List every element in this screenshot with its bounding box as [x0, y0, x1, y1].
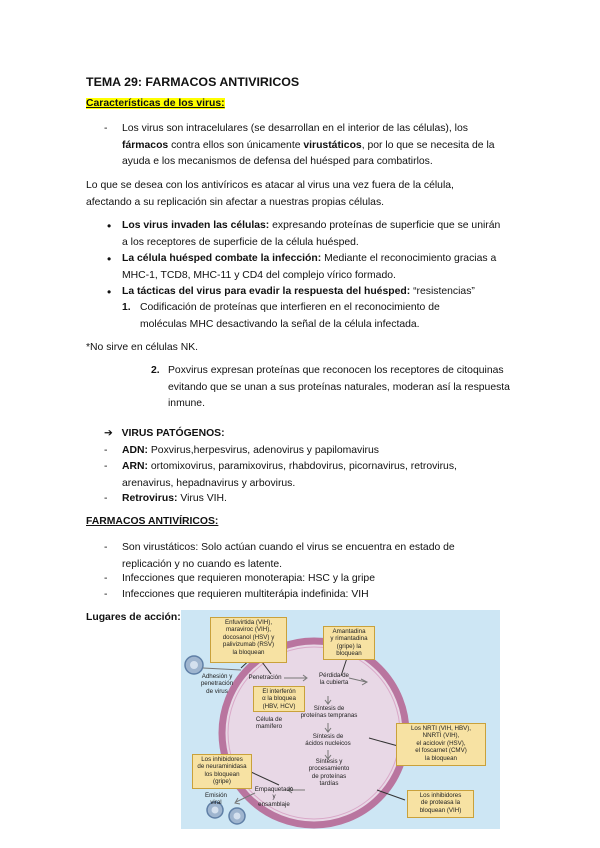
label-adhesion: Adhesión y penetración de virus [200, 673, 234, 695]
dash-bullet: - [104, 493, 108, 504]
label-sintesis-tardias: Síntesis y procesamiento de proteínas tardías [308, 758, 350, 788]
drug-box-nrti: Los NRTI (VIH, HBV), NNRTI (VIH), el aciclovir (HSV), el foscarnet (CMV) la bloquean [396, 723, 486, 766]
label-perdida-cubierta: Pérdida de la cubierta [319, 672, 349, 687]
numbered-item-2: Poxvirus expresan proteínas que reconocen los receptores de citoquinas evitando que se unan a sus proteínas naturales, moderan así la respuesta inmune. [168, 365, 510, 409]
label-sintesis-tempranas: Síntesis de proteínas tempranas [300, 705, 358, 720]
dash-bullet: - [104, 542, 108, 553]
bullet-tacticas: La tácticas del virus para evadir la respuesta del huésped: “resistencias” [122, 286, 475, 297]
label-emision-viral: Emisión viral [204, 792, 227, 807]
note-nk: *No sirve en células NK. [86, 342, 199, 353]
farmacos-item-1: Son virustáticos: Solo actúan cuando el virus se encuentra en estado de replicación y no cuando es latente. [122, 542, 455, 570]
drug-box-entry-inhibitors: Enfuvirtida (VIH), maraviroc (VIH), docosanol (HSV) y palivizumab (RSV) la bloquean [210, 617, 287, 663]
section-heading-caracteristicas: Características de los virus: [86, 98, 225, 109]
farmacos-item-3: Infecciones que requieren multiterápia indefinida: VIH [122, 589, 369, 600]
dash-bullet: - [104, 573, 108, 584]
pathogen-arn: ARN: ortomixovirus, paramixovirus, rhabdovirus, picornavirus, retrovirus, arenavirus, hepadnavirus y arbovirus. [122, 461, 457, 489]
label-celula-mamifero: Célula de mamífero [255, 716, 283, 731]
drug-box-neuraminidasa: Los inhibidores de neuraminidasa los bloquean (gripe) [192, 754, 252, 789]
drug-box-amantadina: Amantadina y rimantadina (gripe) la bloquean [323, 626, 375, 660]
bullet-dot: • [107, 252, 112, 266]
antiviral-sites-diagram [181, 610, 500, 829]
list-number: 1. [122, 302, 131, 313]
pathogens-heading: ➔ VIRUS PATÓGENOS: [104, 428, 225, 439]
paragraph-antiviricos: Lo que se desea con los antivíricos es atacar al virus una vez fuera de la célula, afectando a su replicación sin afectar a nuestras propias células. [86, 180, 454, 208]
dash-bullet: - [104, 445, 108, 456]
label-penetracion: Penetración [248, 674, 282, 681]
drug-box-interferon: El interferón α la bloquea (HBV, HCV) [253, 686, 305, 712]
dash-bullet: - [104, 461, 108, 472]
numbered-item-1: Codificación de proteínas que interfieren en el reconocimiento de moléculas MHC desactivando la señal de la célula infectada. [140, 302, 440, 330]
farmacos-item-2: Infecciones que requieren monoterapia: HSC y la gripe [122, 573, 375, 584]
virus-icon [229, 808, 245, 824]
drug-box-proteasa: Los inhibidores de proteasa la bloquean (VIH) [407, 790, 474, 818]
page-title: TEMA 29: FARMACOS ANTIVIRICOS [86, 75, 300, 89]
dash-paragraph: Los virus son intracelulares (se desarrollan en el interior de las células), los fármacos contra ellos son únicamente virustáticos, por lo que se necesita de la ayuda e los mecanismos de defensa del huésped para combatirlos. [122, 123, 495, 167]
pathogen-retrovirus: Retrovirus: Virus VIH. [122, 493, 227, 504]
list-number: 2. [151, 365, 160, 376]
bullet-celula-huesped: La célula huésped combate la infección: Mediante el reconocimiento gracias a MHC-1, TCD8, MHC-11 y CD4 del complejo vírico formado. [122, 253, 497, 281]
label-empaquetado: Empaquetado y ensamblaje [254, 786, 294, 808]
pathogen-adn: ADN: Poxvirus,herpesvirus, adenovirus y papilomavirus [122, 445, 379, 456]
label-sintesis-acidos: Síntesis de ácidos nucleicos [305, 733, 351, 748]
arrow-icon: ➔ [104, 428, 113, 439]
dash-bullet: - [104, 123, 108, 134]
dash-bullet: - [104, 589, 108, 600]
bullet-dot: • [107, 219, 112, 233]
farmacos-heading: FARMACOS ANTIVÍRICOS: [86, 516, 219, 527]
lugares-heading: Lugares de acción: [86, 612, 181, 623]
bullet-virus-invaden: Los virus invaden las células: expresando proteínas de superficie que se unirán a los receptores de superficie de la célula huésped. [122, 220, 501, 248]
virus-icon [185, 656, 203, 674]
bullet-dot: • [107, 285, 112, 299]
